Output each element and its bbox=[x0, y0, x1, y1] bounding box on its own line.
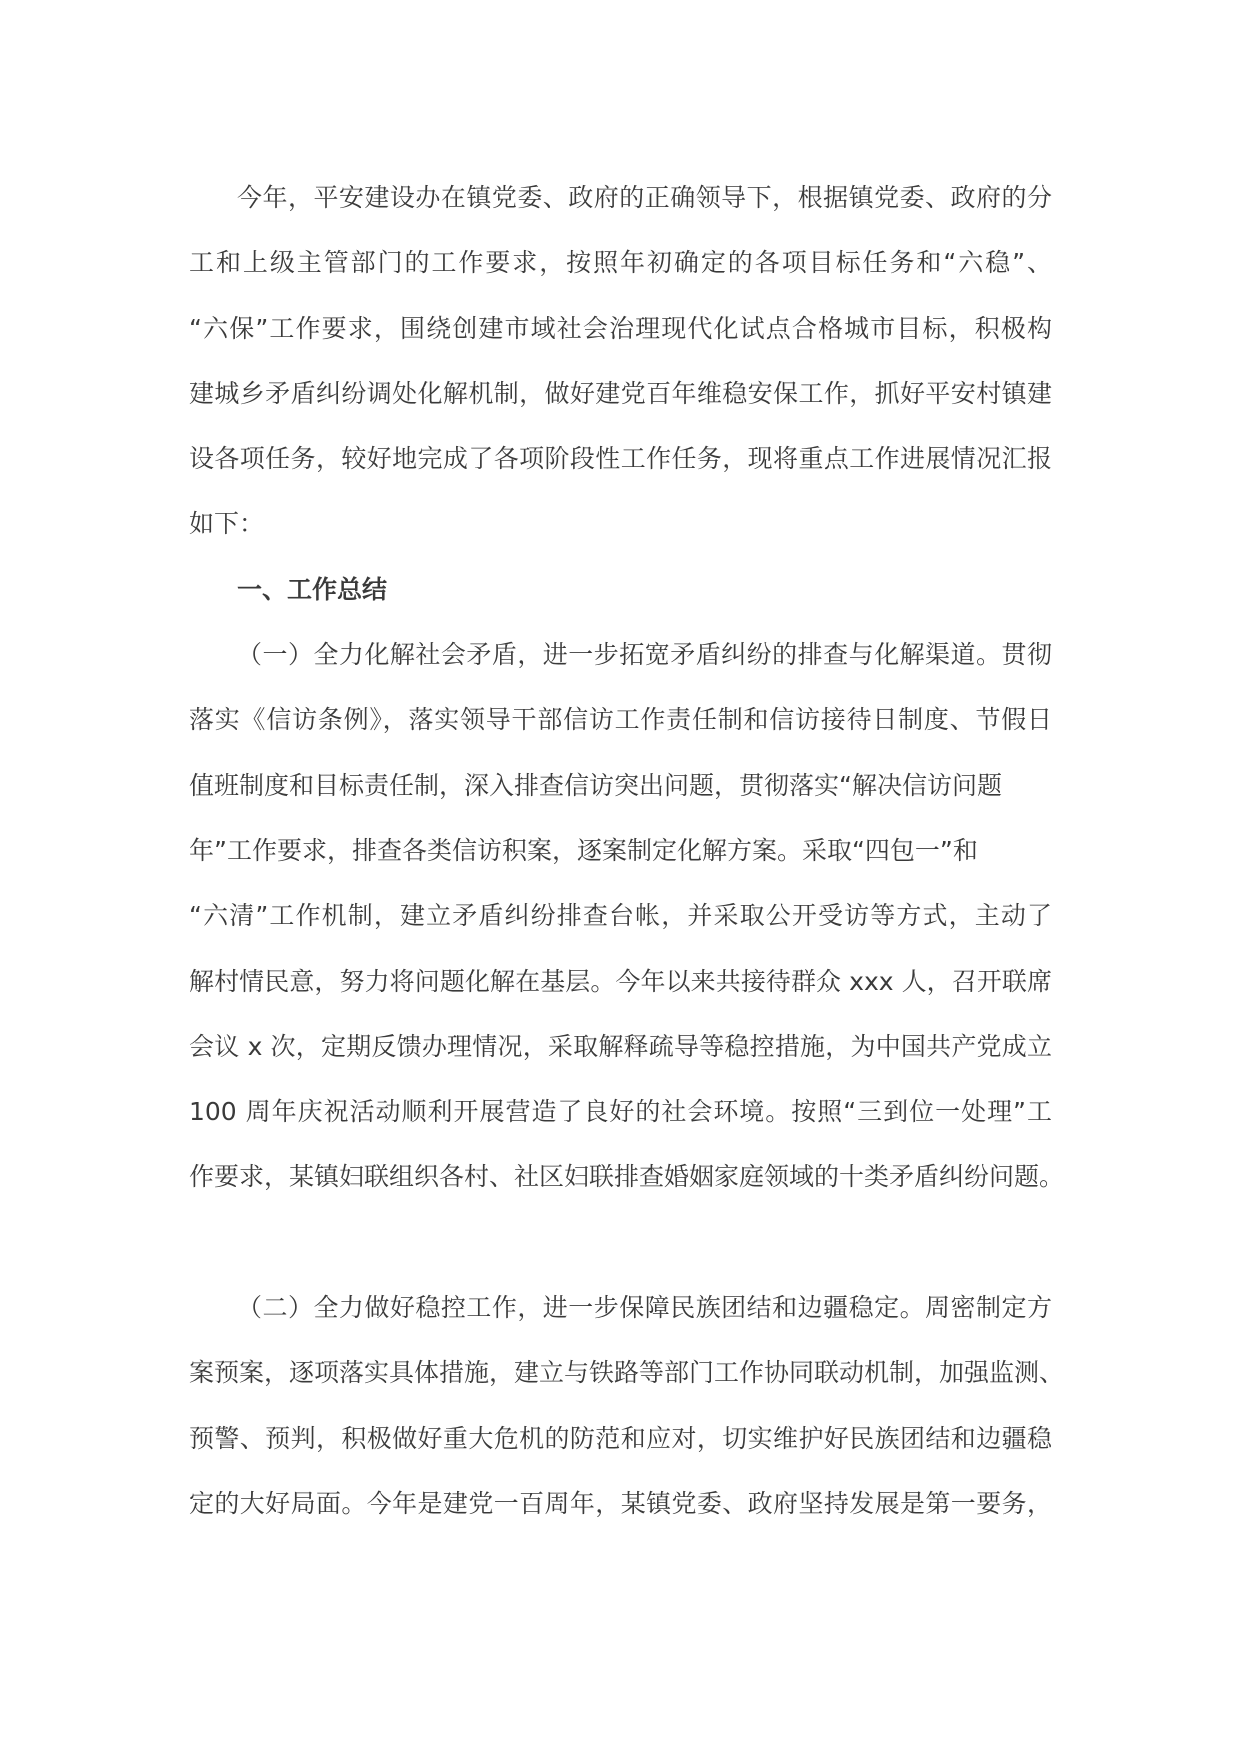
text-line: 解村情民意，努力将问题化解在基层。今年以来共接待群众 xxx 人，召开联席 bbox=[189, 966, 1052, 996]
text-line: 年”工作要求，排查各类信访积案，逐案制定化解方案。采取“四包一”和 bbox=[189, 835, 978, 865]
text-line: 预警、预判，积极做好重大危机的防范和应对，切实维护好民族团结和边疆稳 bbox=[189, 1423, 1052, 1453]
text-line: 设各项任务，较好地完成了各项阶段性工作任务，现将重点工作进展情况汇报 bbox=[189, 444, 1052, 474]
section-heading: 一、工作总结 bbox=[237, 574, 388, 604]
text-line: “六保”工作要求，围绕创建市域社会治理现代化试点合格城市目标，积极构 bbox=[189, 313, 1052, 343]
text-line: 定的大好局面。今年是建党一百周年，某镇党委、政府坚持发展是第一要务， bbox=[189, 1488, 1052, 1518]
text-line: 会议 x 次，定期反馈办理情况，采取解释疏导等稳控措施，为中国共产党成立 bbox=[189, 1031, 1052, 1061]
text-line: 落实《信访条例》，落实领导干部信访工作责任制和信访接待日制度、节假日 bbox=[189, 705, 1052, 735]
section2-paragraph bbox=[189, 1275, 1065, 1536]
document-page bbox=[189, 165, 1065, 1536]
intro-paragraph bbox=[189, 165, 1052, 557]
section1-paragraph bbox=[189, 622, 1065, 1210]
text-line: 建城乡矛盾纠纷调处化解机制，做好建党百年维稳安保工作，抓好平安村镇建 bbox=[189, 378, 1052, 408]
text-line: 案预案，逐项落实具体措施，建立与铁路等部门工作协同联动机制，加强监测、 bbox=[189, 1358, 1065, 1388]
text-line: 值班制度和目标责任制，深入排查信访突出问题，贯彻落实“解决信访问题 bbox=[189, 770, 1002, 800]
text-line: 今年，平安建设办在镇党委、政府的正确领导下，根据镇党委、政府的分 bbox=[237, 183, 1052, 212]
text-line: （一）全力化解社会矛盾，进一步拓宽矛盾纠纷的排查与化解渠道。贯彻 bbox=[237, 640, 1052, 670]
blank-line bbox=[189, 1210, 1052, 1275]
text-line: （二）全力做好稳控工作，进一步保障民族团结和边疆稳定。周密制定方 bbox=[237, 1293, 1052, 1323]
text-line: “六清”工作机制，建立矛盾纠纷排查台帐，并采取公开受访等方式，主动了 bbox=[189, 901, 1052, 931]
text-line: 如下： bbox=[189, 509, 265, 539]
text-line: 工和上级主管部门的工作要求，按照年初确定的各项目标任务和“六稳”、 bbox=[189, 248, 1052, 278]
text-line: 100 周年庆祝活动顺利开展营造了良好的社会环境。按照“三到位一处理”工 bbox=[189, 1097, 1052, 1127]
text-line: 作要求，某镇妇联组织各村、社区妇联排查婚姻家庭领域的十类矛盾纠纷问题。 bbox=[189, 1162, 1065, 1192]
